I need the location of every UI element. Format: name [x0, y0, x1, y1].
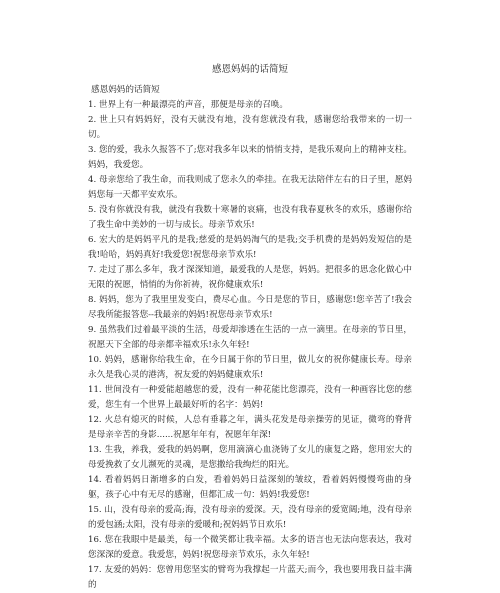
paragraph: 3. 您的爱，我永久报答不了;您对我多年以来的悄悄支持，是我乐观向上的精神支柱。妈妈，我爱您。 — [88, 145, 412, 170]
paragraph: 7. 走过了那么多年，我才深深知道，最爱我的人是您，妈妈。把很多的思念化做心中无限的祝愿，悄悄的为你祈祷，祝你健康欢乐! — [88, 265, 412, 290]
paragraph: 14. 看着妈妈日渐增多的白发，看着妈妈日益深刻的皱纹，看着妈妈慢慢弯曲的身躯，孩子心中有无尽的感谢，但都汇成一句：妈妈!我爱您! — [88, 475, 412, 500]
paragraph: 4. 母亲您给了我生命，而我则成了您永久的牵挂。在我无法陪伴左右的日子里，愿妈妈您每一天都平安欢乐。 — [88, 175, 412, 200]
paragraph: 2. 世上只有妈妈好，没有天就没有地，没有您就没有我，感谢您给我带来的一切一切。 — [88, 115, 412, 140]
paragraph: 8. 妈妈，您为了我里里发变白，费尽心血。今日是您的节日，感谢您!您辛苦了!我会尽我所能报答您--我最亲的妈妈!祝您母亲节欢乐! — [88, 295, 412, 320]
paragraph: 11. 世间没有一种爱能超越您的爱，没有一种花能比您漂亮，没有一种画容比您的慈爱，您生有一个世界上最最好听的名字：妈妈! — [88, 385, 412, 410]
paragraph: 12. 火总有熄灭的时候，人总有垂暮之年，满头花发是母亲操劳的见证，微弯的脊背是母亲辛苦的身影......祝愿年年有，祝愿年年深! — [88, 415, 412, 440]
paragraph: 16. 您在我眼中是最美，每一个微笑都让我幸福。太多的语言也无法向您表达，我对您深深的爱意。我爱您，妈妈!祝您母亲节欢乐，永久年轻! — [88, 535, 412, 560]
paragraph: 9. 虽然我们过着最平淡的生活，母爱却渗透在生活的一点一滴里。在母亲的节日里，祝愿天下全部的母亲都幸福欢乐!永久年轻! — [88, 325, 412, 350]
paragraph: 5. 没有你就没有我，就没有我数十寒暑的哀痛，也没有我春夏秋冬的欢乐，感谢你给了我生命中美妙的一切与成长。母亲节欢乐! — [88, 205, 412, 230]
paragraph: 13. 生我，养我，爱我的妈妈啊，您用滴滴心血浇铸了女儿的康复之路，您用宏大的母爱挽救了女儿濒死的灵魂，是您撒给我绚烂的阳光。 — [88, 445, 412, 470]
document-body — [88, 83, 412, 593]
document-subtitle: 感恩妈妈的话简短 — [91, 85, 160, 95]
paragraph: 1. 世界上有一种最漂亮的声音，那便是母亲的召唤。 — [88, 100, 288, 110]
paragraph: 6. 宏大的是妈妈平凡的是我;慈爱的是妈妈淘气的是我;交手机费的是妈妈发短信的是我!哈哈，妈妈真好!我爱您!祝您母亲节欢乐! — [88, 235, 412, 260]
paragraph: 15. 山，没有母亲的爱高;海，没有母亲的爱深。天，没有母亲的爱宽阔;地，没有母亲的爱包涵;太阳，没有母亲的爱暖和;祝妈妈节日欢乐! — [88, 505, 412, 530]
paragraph: 10. 妈妈，感谢你给我生命，在今日属于你的节日里，做儿女的祝你健康长寿。母亲永久是我心灵的港湾，祝友爱的妈妈健康欢乐! — [88, 355, 412, 380]
document-title: 感恩妈妈的话简短 — [211, 64, 288, 75]
paragraph: 17. 友爱的妈妈：您曾用您坚实的臂弯为我撑起一片蓝天;而今，我也要用我日益丰满的 — [88, 565, 412, 590]
